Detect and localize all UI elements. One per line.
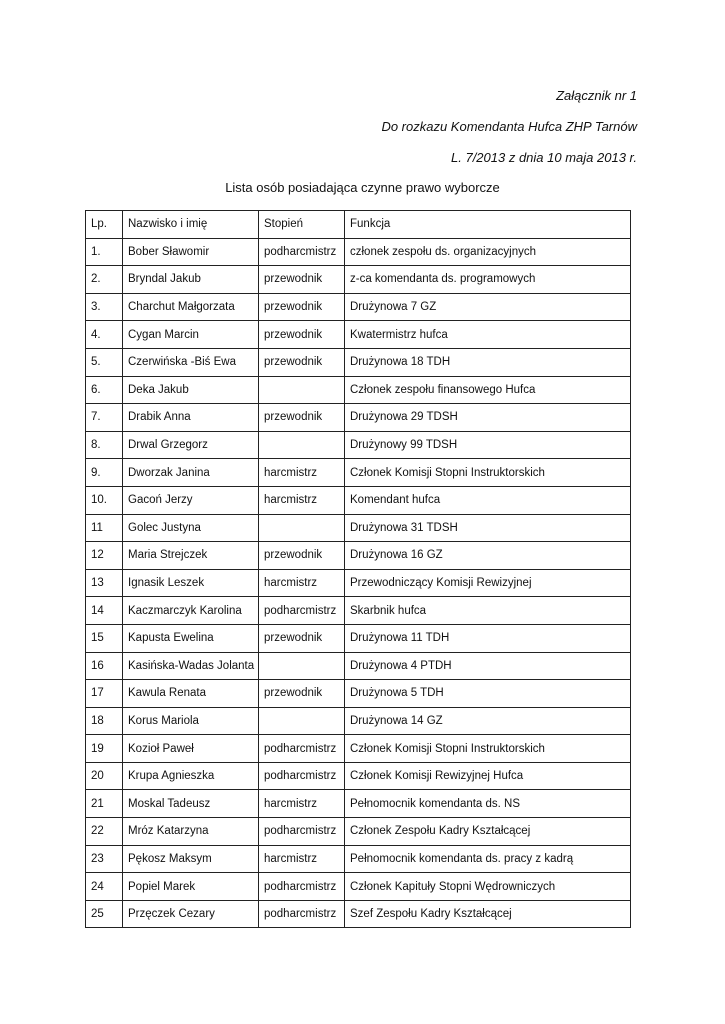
cell-name: Deka Jakub bbox=[123, 376, 259, 404]
cell-lp: 23 bbox=[86, 845, 123, 873]
cell-name: Kawula Renata bbox=[123, 680, 259, 708]
cell-rank: podharcmistrz bbox=[259, 597, 345, 625]
cell-function: Członek Komisji Stopni Instruktorskich bbox=[345, 735, 631, 763]
cell-lp: 24 bbox=[86, 873, 123, 901]
table-row bbox=[86, 514, 631, 542]
cell-name: Ignasik Leszek bbox=[123, 569, 259, 597]
cell-name: Krupa Agnieszka bbox=[123, 762, 259, 790]
cell-lp: 20 bbox=[86, 762, 123, 790]
cell-function: Przewodniczący Komisji Rewizyjnej bbox=[345, 569, 631, 597]
cell-function: Kwatermistrz hufca bbox=[345, 321, 631, 349]
table-row bbox=[86, 652, 631, 680]
cell-lp: 3. bbox=[86, 293, 123, 321]
cell-name: Bryndal Jakub bbox=[123, 266, 259, 294]
table-row bbox=[86, 818, 631, 846]
cell-lp: 12 bbox=[86, 542, 123, 570]
cell-function: Członek Komisji Rewizyjnej Hufca bbox=[345, 762, 631, 790]
cell-lp: 15 bbox=[86, 624, 123, 652]
cell-rank: przewodnik bbox=[259, 680, 345, 708]
cell-lp: 18 bbox=[86, 707, 123, 735]
cell-function: Drużynowa 11 TDH bbox=[345, 624, 631, 652]
table-row bbox=[86, 707, 631, 735]
cell-rank bbox=[259, 707, 345, 735]
cell-rank: przewodnik bbox=[259, 348, 345, 376]
cell-lp: 8. bbox=[86, 431, 123, 459]
table-row bbox=[86, 459, 631, 487]
cell-name: Charchut Małgorzata bbox=[123, 293, 259, 321]
cell-name: Drwal Grzegorz bbox=[123, 431, 259, 459]
table-row bbox=[86, 266, 631, 294]
table-row bbox=[86, 486, 631, 514]
cell-function: Członek zespołu finansowego Hufca bbox=[345, 376, 631, 404]
cell-rank bbox=[259, 514, 345, 542]
order-reference: Do rozkazu Komendanta Hufca ZHP Tarnów bbox=[381, 119, 637, 134]
cell-lp: 1. bbox=[86, 238, 123, 266]
cell-name: Cygan Marcin bbox=[123, 321, 259, 349]
cell-name: Drabik Anna bbox=[123, 404, 259, 432]
table-row bbox=[86, 542, 631, 570]
cell-name: Kapusta Ewelina bbox=[123, 624, 259, 652]
cell-lp: 14 bbox=[86, 597, 123, 625]
cell-function: Członek Komisji Stopni Instruktorskich bbox=[345, 459, 631, 487]
cell-rank: przewodnik bbox=[259, 624, 345, 652]
cell-function: Skarbnik hufca bbox=[345, 597, 631, 625]
header-lp: Lp. bbox=[86, 211, 123, 239]
table-row bbox=[86, 680, 631, 708]
table-row bbox=[86, 624, 631, 652]
cell-rank: podharcmistrz bbox=[259, 762, 345, 790]
cell-rank: podharcmistrz bbox=[259, 900, 345, 928]
table-row bbox=[86, 873, 631, 901]
table-row bbox=[86, 404, 631, 432]
table-row bbox=[86, 735, 631, 763]
cell-lp: 2. bbox=[86, 266, 123, 294]
cell-lp: 22 bbox=[86, 818, 123, 846]
cell-lp: 21 bbox=[86, 790, 123, 818]
cell-name: Korus Mariola bbox=[123, 707, 259, 735]
cell-name: Bober Sławomir bbox=[123, 238, 259, 266]
cell-name: Mróz Katarzyna bbox=[123, 818, 259, 846]
table-row bbox=[86, 845, 631, 873]
cell-function: z-ca komendanta ds. programowych bbox=[345, 266, 631, 294]
cell-function: Drużynowa 18 TDH bbox=[345, 348, 631, 376]
table-row bbox=[86, 597, 631, 625]
cell-rank: podharcmistrz bbox=[259, 873, 345, 901]
cell-lp: 16 bbox=[86, 652, 123, 680]
table-row bbox=[86, 790, 631, 818]
cell-lp: 6. bbox=[86, 376, 123, 404]
cell-rank: harcmistrz bbox=[259, 569, 345, 597]
table-row bbox=[86, 293, 631, 321]
cell-function: Szef Zespołu Kadry Kształcącej bbox=[345, 900, 631, 928]
cell-name: Przęczek Cezary bbox=[123, 900, 259, 928]
cell-rank: podharcmistrz bbox=[259, 735, 345, 763]
cell-rank: harcmistrz bbox=[259, 459, 345, 487]
cell-rank: przewodnik bbox=[259, 321, 345, 349]
cell-function: Drużynowa 14 GZ bbox=[345, 707, 631, 735]
table-row bbox=[86, 569, 631, 597]
table-row bbox=[86, 376, 631, 404]
cell-rank: harcmistrz bbox=[259, 486, 345, 514]
cell-lp: 17 bbox=[86, 680, 123, 708]
cell-function: członek zespołu ds. organizacyjnych bbox=[345, 238, 631, 266]
cell-lp: 7. bbox=[86, 404, 123, 432]
table-row bbox=[86, 762, 631, 790]
cell-function: Członek Kapituły Stopni Wędrowniczych bbox=[345, 873, 631, 901]
cell-name: Pękosz Maksym bbox=[123, 845, 259, 873]
order-number-date: L. 7/2013 z dnia 10 maja 2013 r. bbox=[451, 150, 637, 165]
cell-function: Pełnomocnik komendanta ds. pracy z kadrą bbox=[345, 845, 631, 873]
cell-rank: harcmistrz bbox=[259, 845, 345, 873]
cell-function: Drużynowa 29 TDSH bbox=[345, 404, 631, 432]
cell-name: Czerwińska -Biś Ewa bbox=[123, 348, 259, 376]
cell-name: Dworzak Janina bbox=[123, 459, 259, 487]
cell-rank bbox=[259, 652, 345, 680]
cell-lp: 19 bbox=[86, 735, 123, 763]
cell-function: Drużynowa 31 TDSH bbox=[345, 514, 631, 542]
cell-lp: 5. bbox=[86, 348, 123, 376]
cell-lp: 9. bbox=[86, 459, 123, 487]
cell-lp: 25 bbox=[86, 900, 123, 928]
cell-rank: harcmistrz bbox=[259, 790, 345, 818]
cell-function: Drużynowa 5 TDH bbox=[345, 680, 631, 708]
cell-rank: przewodnik bbox=[259, 404, 345, 432]
attachment-label: Załącznik nr 1 bbox=[556, 88, 637, 103]
cell-rank: przewodnik bbox=[259, 266, 345, 294]
cell-name: Kasińska-Wadas Jolanta bbox=[123, 652, 259, 680]
cell-lp: 11 bbox=[86, 514, 123, 542]
cell-function: Drużynowa 4 PTDH bbox=[345, 652, 631, 680]
table-row bbox=[86, 321, 631, 349]
cell-rank bbox=[259, 431, 345, 459]
cell-name: Golec Justyna bbox=[123, 514, 259, 542]
cell-rank bbox=[259, 376, 345, 404]
header-rank: Stopień bbox=[259, 211, 345, 239]
cell-lp: 10. bbox=[86, 486, 123, 514]
cell-rank: podharcmistrz bbox=[259, 238, 345, 266]
cell-rank: przewodnik bbox=[259, 293, 345, 321]
cell-function: Komendant hufca bbox=[345, 486, 631, 514]
cell-name: Popiel Marek bbox=[123, 873, 259, 901]
cell-name: Gacoń Jerzy bbox=[123, 486, 259, 514]
cell-name: Kozioł Paweł bbox=[123, 735, 259, 763]
cell-name: Kaczmarczyk Karolina bbox=[123, 597, 259, 625]
table-row bbox=[86, 348, 631, 376]
cell-lp: 4. bbox=[86, 321, 123, 349]
cell-rank: przewodnik bbox=[259, 542, 345, 570]
document-title: Lista osób posiadająca czynne prawo wyborcze bbox=[225, 180, 500, 195]
table-row bbox=[86, 900, 631, 928]
cell-function: Drużynowa 16 GZ bbox=[345, 542, 631, 570]
table-row bbox=[86, 431, 631, 459]
table-row bbox=[86, 238, 631, 266]
cell-function: Drużynowy 99 TDSH bbox=[345, 431, 631, 459]
cell-function: Członek Zespołu Kadry Kształcącej bbox=[345, 818, 631, 846]
cell-function: Pełnomocnik komendanta ds. NS bbox=[345, 790, 631, 818]
cell-name: Moskal Tadeusz bbox=[123, 790, 259, 818]
cell-lp: 13 bbox=[86, 569, 123, 597]
header-function: Funkcja bbox=[345, 211, 631, 239]
header-name: Nazwisko i imię bbox=[123, 211, 259, 239]
cell-rank: podharcmistrz bbox=[259, 818, 345, 846]
table-header-row bbox=[86, 211, 631, 239]
cell-function: Drużynowa 7 GZ bbox=[345, 293, 631, 321]
voters-table bbox=[85, 210, 631, 928]
cell-name: Maria Strejczek bbox=[123, 542, 259, 570]
